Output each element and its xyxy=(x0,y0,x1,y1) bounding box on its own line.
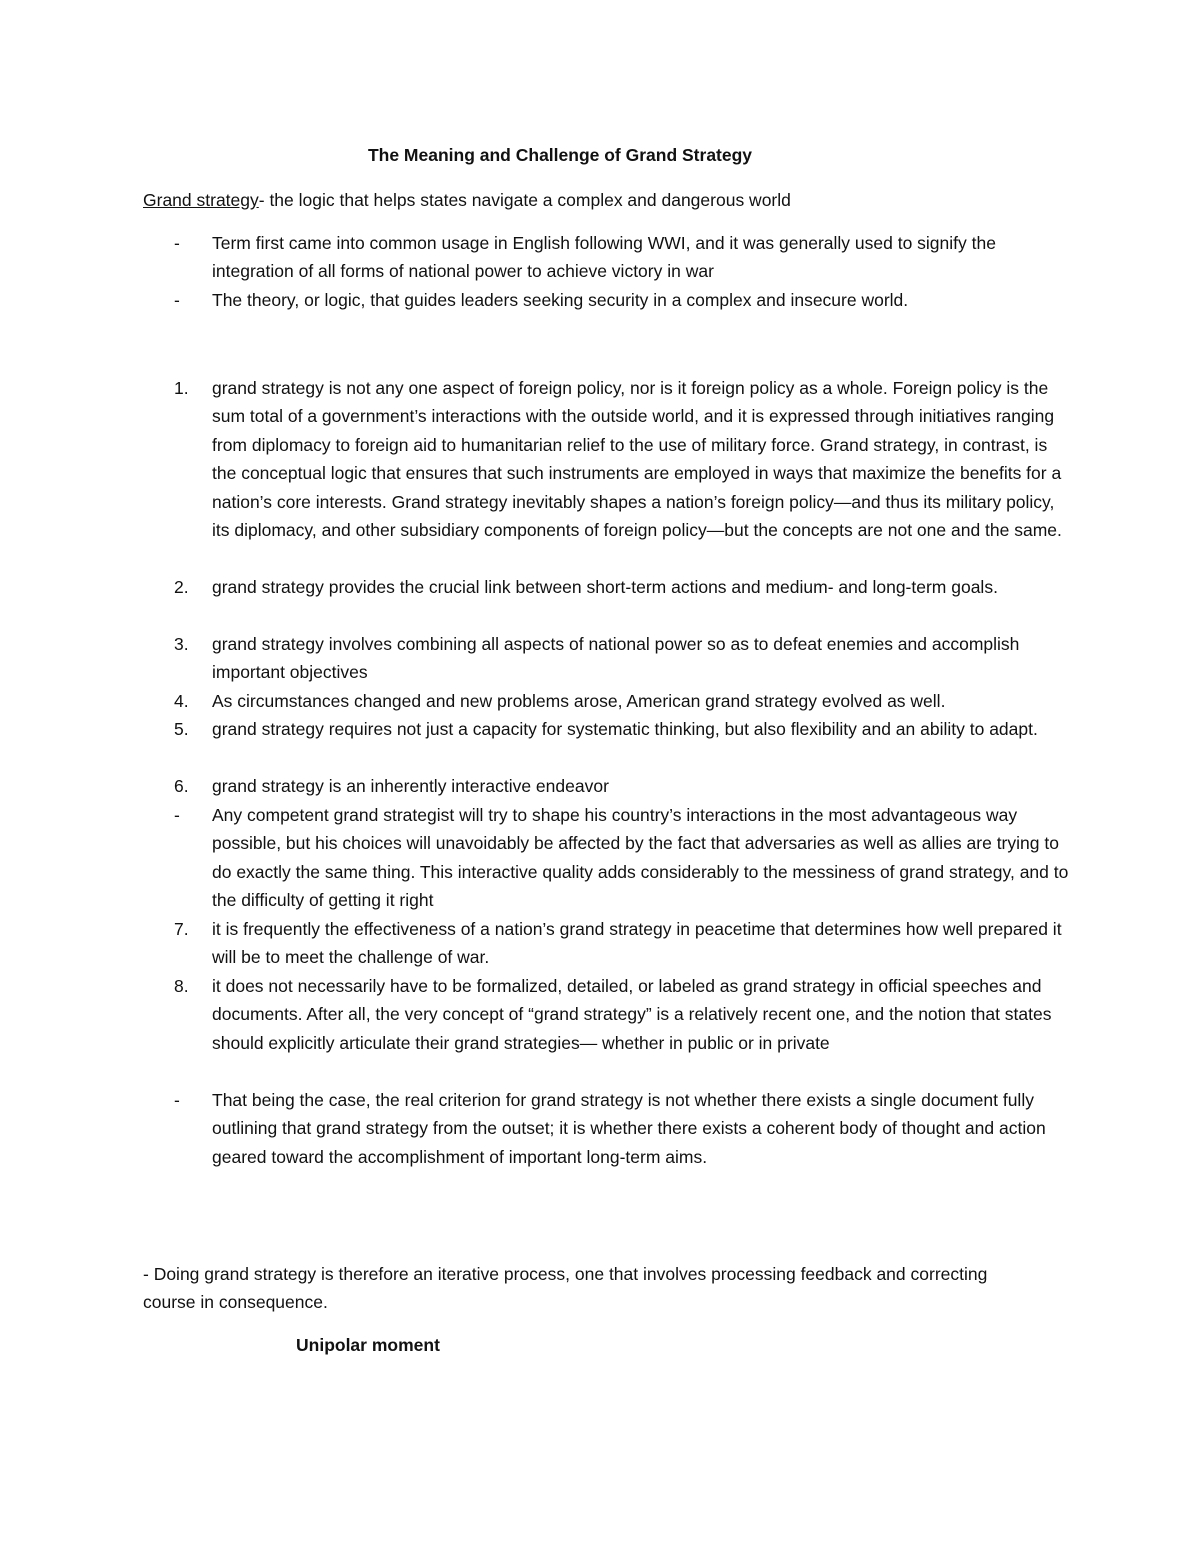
list-text: it is frequently the effectiveness of a nation’s grand strategy in peacetime that determines how well prepared it will be to meet the challenge of war. xyxy=(212,919,1062,968)
bullet-text: The theory, or logic, that guides leaders seeking security in a complex and insecure world. xyxy=(212,290,909,310)
list-text: As circumstances changed and new problems arose, American grand strategy evolved as well. xyxy=(212,691,946,711)
list-marker: 3. xyxy=(174,634,189,654)
intro-definition-text: - the logic that helps states navigate a complex and dangerous world xyxy=(258,190,791,210)
intro-term: Grand strategy xyxy=(143,190,259,210)
list-marker: 4. xyxy=(174,691,189,711)
list-marker: 5. xyxy=(174,719,189,739)
section-subheading: Unipolar moment xyxy=(296,1335,440,1355)
list-marker: - xyxy=(174,1090,180,1110)
closing-paragraph: - Doing grand strategy is therefore an iterative process, one that involves processing feedback and correcting course in consequence. xyxy=(143,1264,988,1313)
list-text: grand strategy provides the crucial link between short-term actions and medium- and long-term goals. xyxy=(212,577,998,597)
bullet-marker: - xyxy=(174,233,180,253)
list-text: grand strategy is an inherently interactive endeavor xyxy=(212,776,609,796)
list-marker: 1. xyxy=(174,378,189,398)
bullet-text: Term first came into common usage in English following WWI, and it was generally used to signify the integration of all forms of national power to achieve victory in war xyxy=(212,233,996,282)
list-marker: 2. xyxy=(174,577,189,597)
list-marker: 8. xyxy=(174,976,189,996)
list-marker: 7. xyxy=(174,919,189,939)
document-title-text: The Meaning and Challenge of Grand Strategy xyxy=(367,145,753,165)
list-text: it does not necessarily have to be formalized, detailed, or labeled as grand strategy in official speeches and documents. After all, the very concept of “grand strategy” is a relatively recent one, and the notion that states should explicitly articulate their grand strategies— whether in public or in private xyxy=(212,976,1052,1053)
list-text: grand strategy involves combining all aspects of national power so as to defeat enemies and accomplish important objectives xyxy=(212,634,1020,683)
list-marker: 6. xyxy=(174,776,189,796)
document-title xyxy=(0,145,1120,166)
list-text: grand strategy is not any one aspect of foreign policy, nor is it foreign policy as a whole. Foreign policy is the sum total of a government’s interactions with the outside world, and it is expressed through initiatives ranging from diplomacy to foreign aid to humanitarian relief to the use of military force. Grand strategy, in contrast, is the conceptual logic that ensures that such instruments are employed in ways that maximize the benefits for a nation’s core interests. Grand strategy inevitably shapes a nation’s foreign policy—and thus its military policy, its diplomacy, and other subsidiary components of foreign policy—but the concepts are not one and the same. xyxy=(212,378,1062,541)
list-marker: - xyxy=(174,805,180,825)
list-text: grand strategy requires not just a capacity for systematic thinking, but also flexibility and an ability to adapt. xyxy=(212,719,1038,739)
list-text: Any competent grand strategist will try to shape his country’s interactions in the most advantageous way possible, but his choices will unavoidably be affected by the fact that adversaries as well as allies are trying to do exactly the same thing. This interactive quality adds considerably to the messiness of grand strategy, and to the difficulty of getting it right xyxy=(212,805,1069,911)
intro-definition xyxy=(143,189,791,211)
bullet-marker: - xyxy=(174,290,180,310)
list-text: That being the case, the real criterion for grand strategy is not whether there exists a single document fully outlining that grand strategy from the outset; it is whether there exists a coherent body of thought and action geared toward the accomplishment of important long-term aims. xyxy=(212,1090,1046,1167)
